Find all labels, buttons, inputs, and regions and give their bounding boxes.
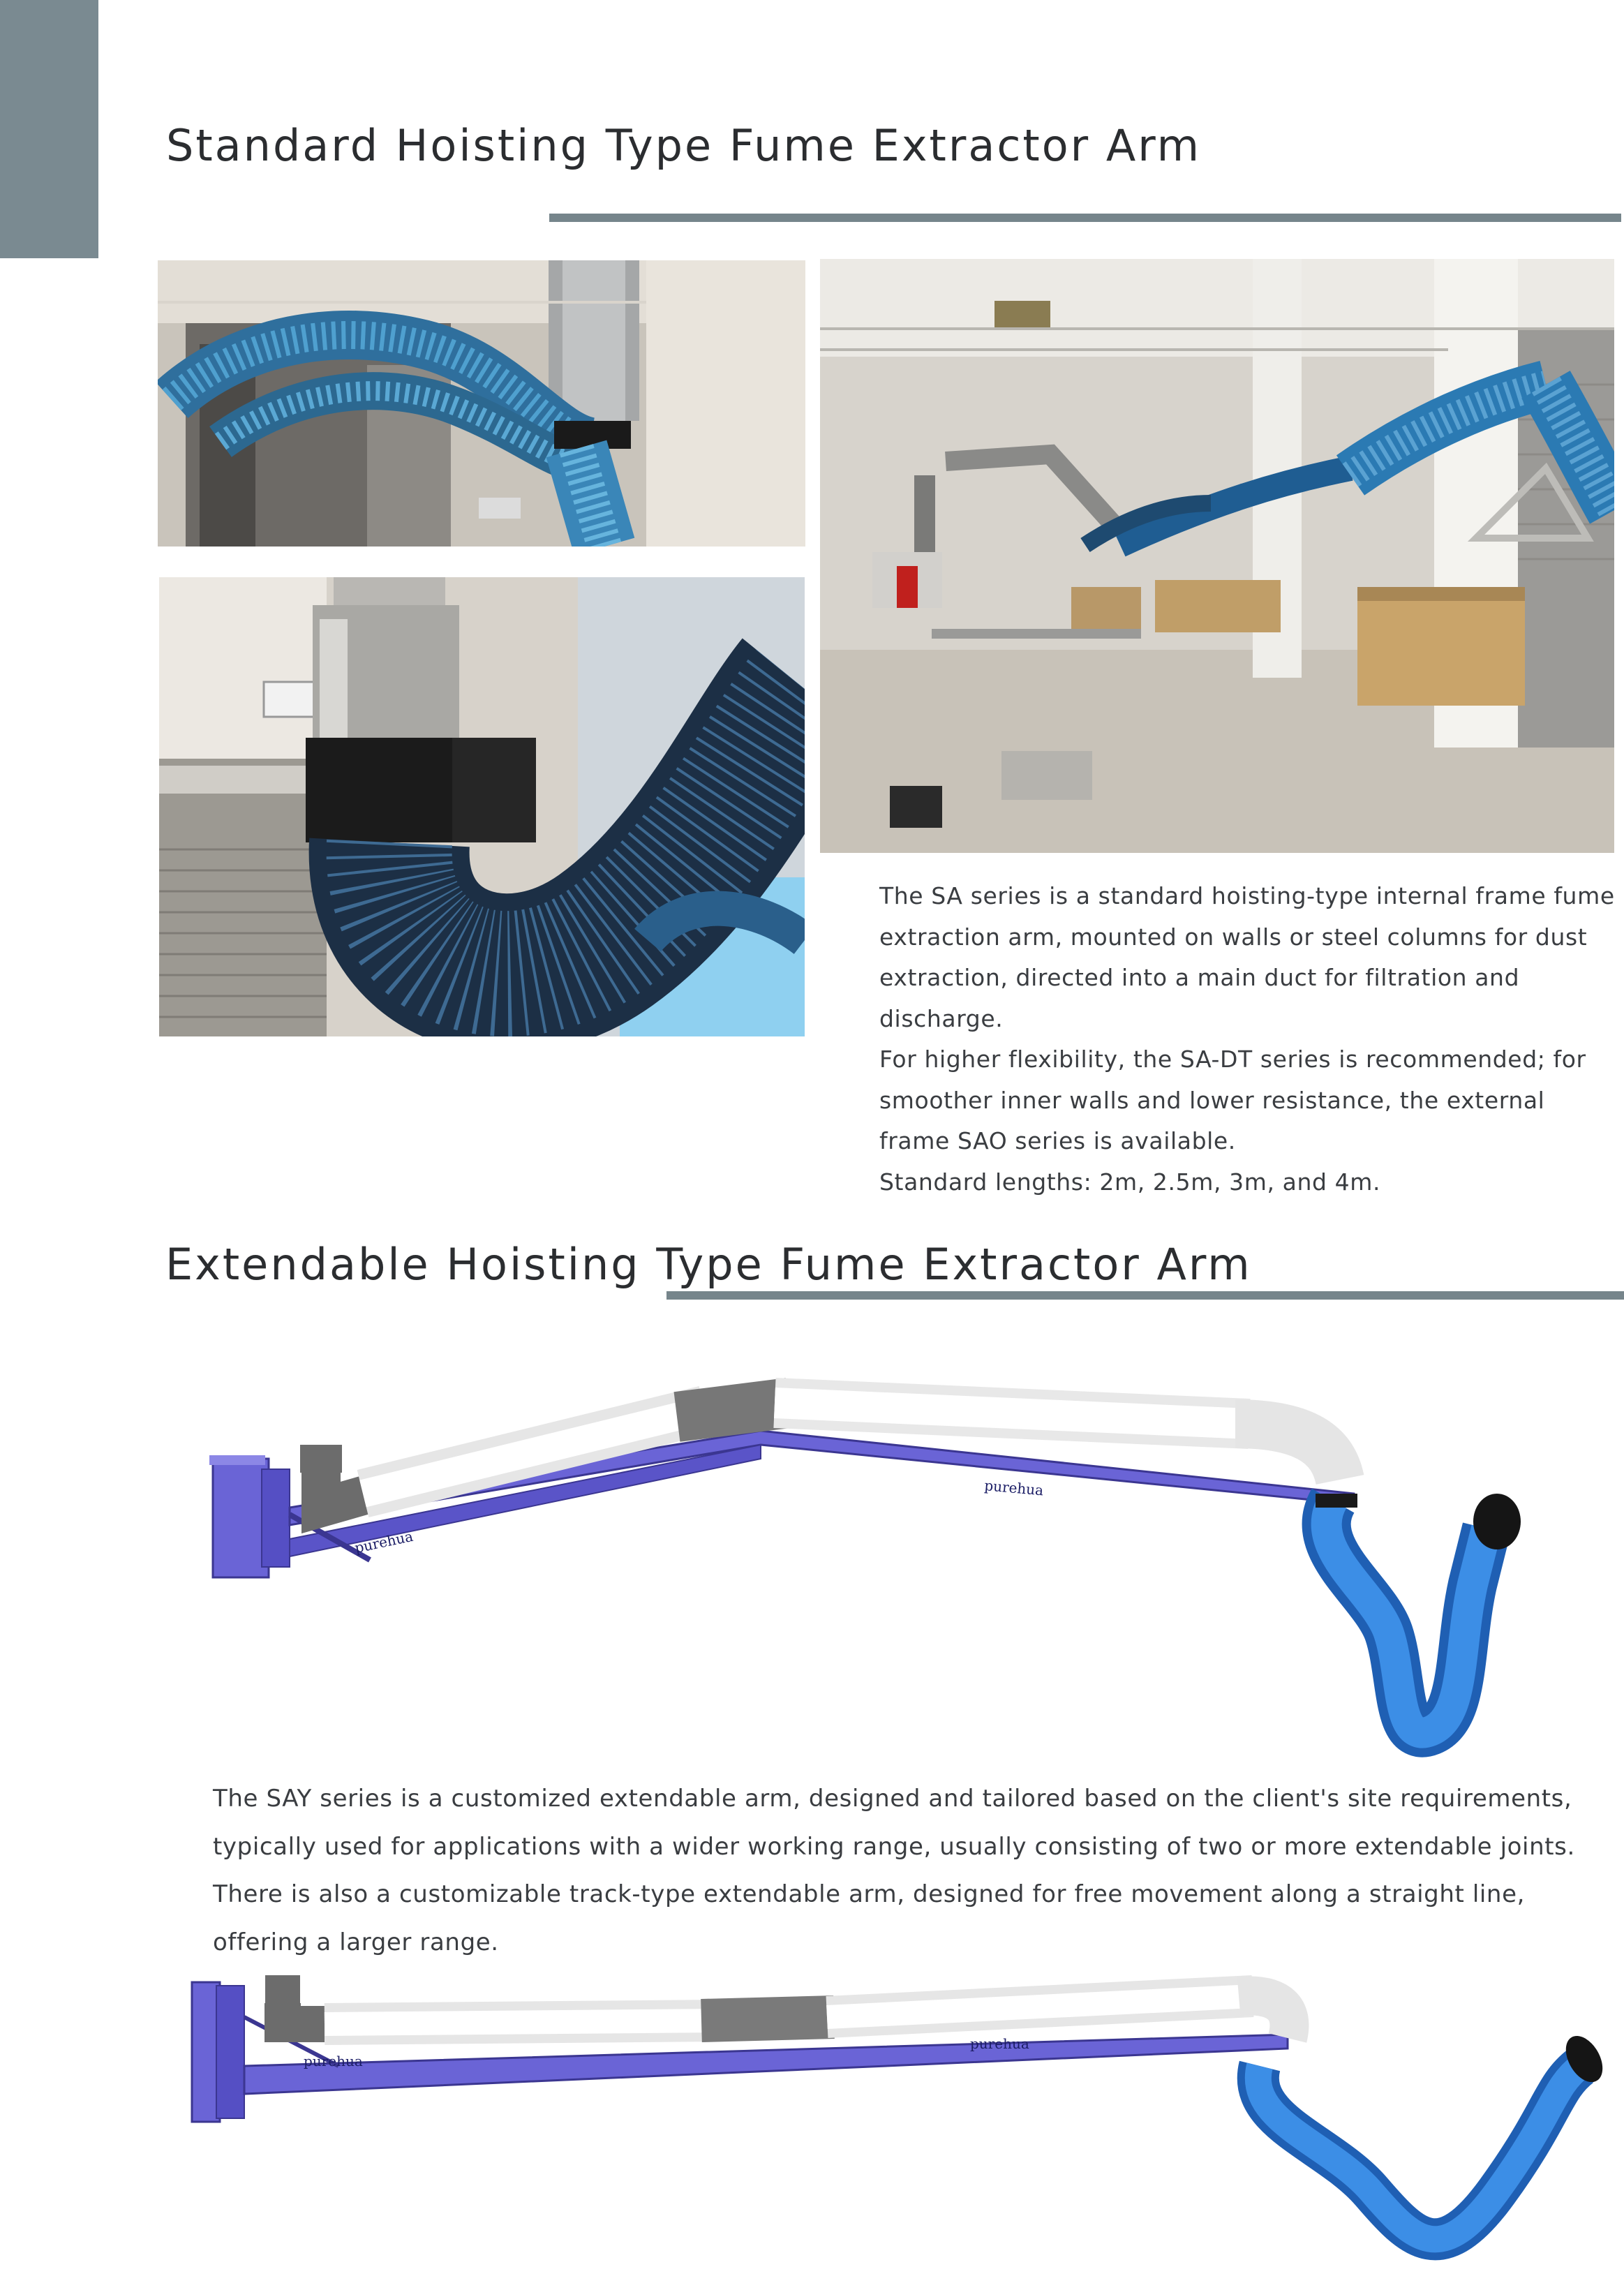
brand-label: purehua bbox=[970, 2035, 1029, 2052]
brand-label: purehua bbox=[983, 1477, 1045, 1499]
title-rule-extendable bbox=[666, 1291, 1624, 1300]
render-extendable-arm bbox=[188, 1354, 1535, 1787]
description-paragraph: The SAY series is a customized extendable arm, designed and tailored based on the client's site requirements, typically used for applications with a wider working range, usually consisting of two or more extendable joints. bbox=[213, 1785, 1575, 1861]
description-paragraph: For higher flexibility, the SA-DT series is recommended; for smoother inner walls and lower resistance, the external frame SAO series is available. bbox=[879, 1046, 1586, 1154]
description-paragraph: The SA series is a standard hoisting-type internal frame fume extraction arm, mounted on walls or steel columns for dust extraction, directed into a main duct for filtration and discharge. bbox=[879, 882, 1615, 1032]
brand-label: purehua bbox=[304, 2053, 363, 2069]
photo-workshop-installation bbox=[820, 259, 1614, 853]
standard-arm-description bbox=[879, 876, 1619, 1203]
brand-label: purehua bbox=[353, 1527, 415, 1556]
side-accent-block bbox=[0, 0, 98, 258]
title-rule-standard bbox=[549, 214, 1621, 222]
description-paragraph: Standard lengths: 2m, 2.5m, 3m, and 4m. bbox=[879, 1168, 1381, 1196]
section-title-extendable: Extendable Hoisting Type Fume Extractor Arm bbox=[165, 1239, 1252, 1290]
render-track-type-arm bbox=[185, 1961, 1609, 2289]
photo-installed-arms bbox=[158, 260, 805, 547]
photo-arm-closeup bbox=[159, 577, 805, 1036]
extendable-arm-description bbox=[213, 1775, 1602, 1966]
description-paragraph: There is also a customizable track-type extendable arm, designed for free movement along a straight line, offering a larger range. bbox=[213, 1880, 1526, 1956]
section-title-standard: Standard Hoisting Type Fume Extractor Arm bbox=[166, 120, 1202, 171]
